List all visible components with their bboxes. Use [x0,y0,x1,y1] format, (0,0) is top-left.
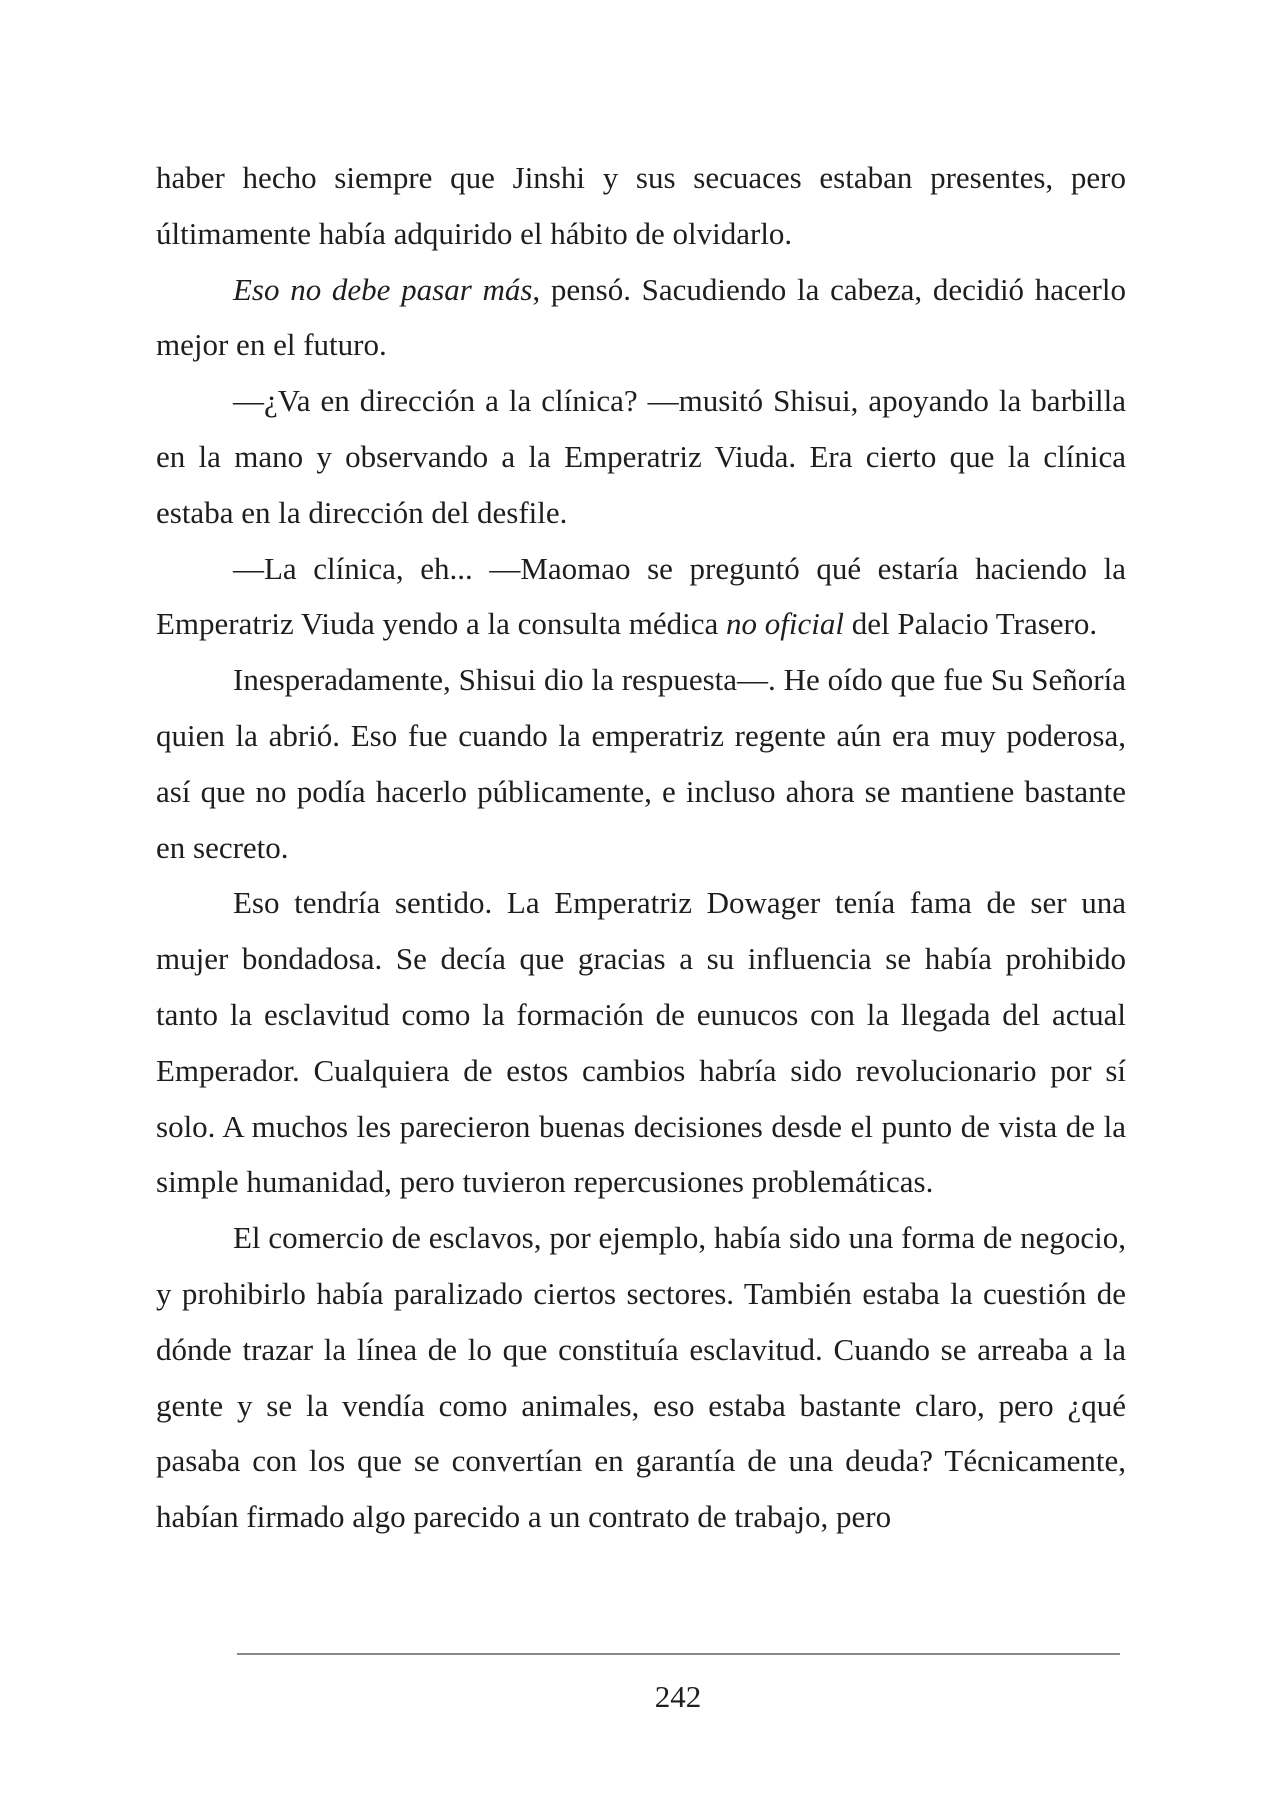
page-number: 242 [654,1679,702,1714]
paragraph-4 [156,541,1126,653]
italic-emphasis: no oficial [726,606,844,642]
paragraph-6: Eso tendría sentido. La Emperatriz Dowager tenía fama de ser una mujer bondadosa. Se decía que gracias a su influencia se había prohibido tanto la esclavitud como la formación de eunucos con la llegada del actual Emperador. Cualquiera de estos cambios habría sido revolucionario por sí solo. A muchos les parecieron buenas decisiones desde el punto de vista de la simple humanidad, pero tuvieron repercusiones problemáticas. [156,885,1126,1200]
italic-thought: Eso no debe pasar más [233,271,533,307]
paragraph-4-end: del Palacio Trasero. [843,606,1098,642]
paragraph-4-start: —La clínica, eh... —Maomao se preguntó qué estaría haciendo la Emperatriz Viuda yendo a la consulta médica [156,550,1126,642]
paragraph-2-rest: , pensó. Sacudiendo la cabeza, decidió hacerlo mejor en el futuro. [156,271,1126,363]
paragraph-2 [156,262,1126,374]
paragraph-7: El comercio de esclavos, por ejemplo, había sido una forma de negocio, y prohibirlo había paralizado ciertos sectores. También estaba la cuestión de dónde trazar la línea de lo que constituía esclavitud. Cuando se arreaba a la gente y se la vendía como animales, eso estaba bastante claro, pero ¿qué pasaba con los que se convertían en garantía de una deuda? Técnicamente, habían firmado algo parecido a un contrato de trabajo, pero [156,1220,1126,1535]
body-text [156,150,1126,1545]
paragraph-5: Inesperadamente, Shisui dio la respuesta—. He oído que fue Su Señoría quien la abrió. Eso fue cuando la emperatriz regente aún era muy poderosa, así que no podía hacerlo públicamente, e incluso ahora se mantiene bastante en secreto. [156,662,1126,865]
footer-divider [237,1653,1120,1655]
paragraph-3: —¿Va en dirección a la clínica? —musitó Shisui, apoyando la barbilla en la mano y observando a la Emperatriz Viuda. Era cierto que la clínica estaba en la dirección del desfile. [156,383,1126,530]
paragraph-1: haber hecho siempre que Jinshi y sus secuaces estaban presentes, pero últimamente había adquirido el hábito de olvidarlo. [156,160,1126,251]
